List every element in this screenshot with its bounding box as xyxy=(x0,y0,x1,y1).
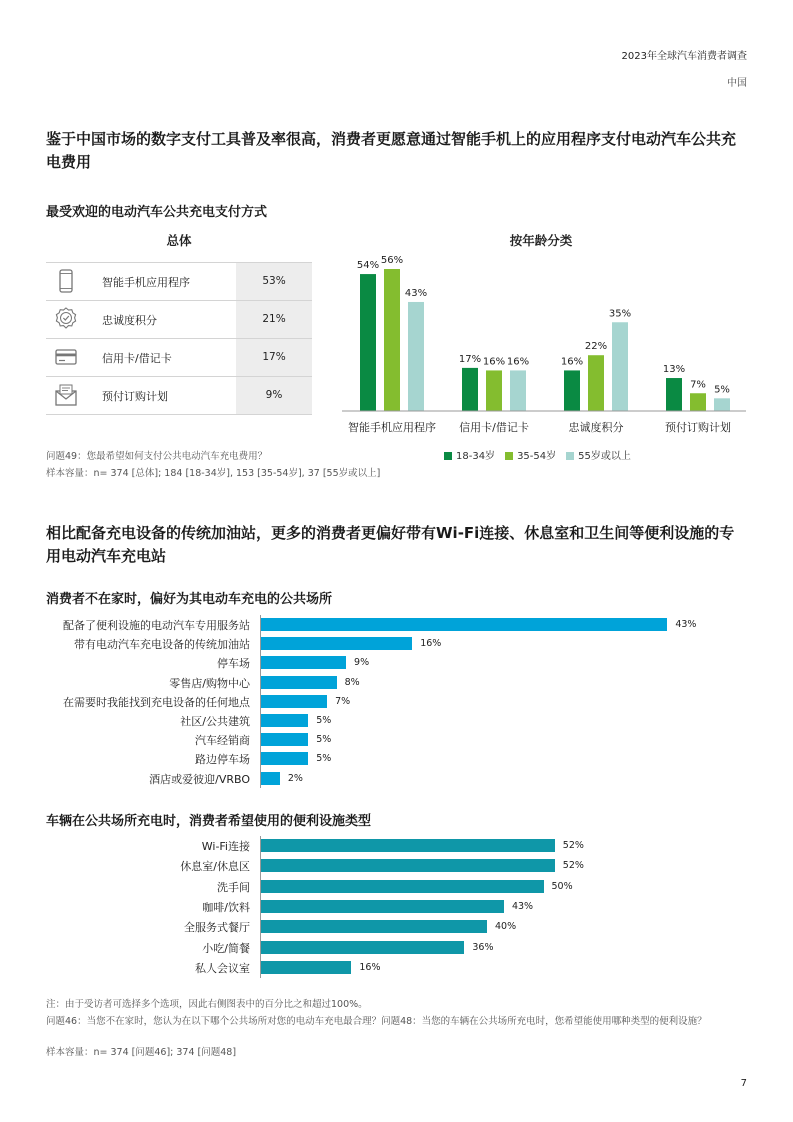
overall-value: 53% xyxy=(236,263,312,300)
age-title: 按年龄分类 xyxy=(509,233,573,248)
report-title: 2023年全球汽车消费者调查 xyxy=(621,51,747,62)
overall-value: 9% xyxy=(236,377,312,414)
bar xyxy=(261,733,308,746)
bar-row xyxy=(0,938,793,957)
bar xyxy=(261,772,280,785)
age-bar-value-label: 54% xyxy=(356,260,380,272)
region-label: 中国 xyxy=(727,78,747,89)
bar-row xyxy=(0,769,793,788)
bar xyxy=(261,714,308,727)
public-place-chart-title: 消费者不在家时，偏好为其电动车充电的公共场所 xyxy=(46,592,333,607)
bar-value-label: 50% xyxy=(551,880,573,892)
bar xyxy=(261,695,327,708)
bar-row xyxy=(0,958,793,977)
bar-row xyxy=(0,836,793,855)
age-bar-value-label: 56% xyxy=(380,255,404,266)
bar-row xyxy=(0,653,793,672)
bar-category-label: 小吃/简餐 xyxy=(202,941,250,955)
bar-category-label: 汽车经销商 xyxy=(195,734,250,748)
sample-size-note-2: 样本容量：n= 374 [问题46]; 374 [问题48] xyxy=(46,1047,237,1058)
age-bar-value-label: 43% xyxy=(404,287,428,299)
bar-category-label: 社区/公共建筑 xyxy=(180,715,250,728)
multiple-choice-note: 注：由于受访者可选择多个选项，因此右侧图表中的百分比之和超过100%。 xyxy=(46,999,368,1010)
bar-value-label: 2% xyxy=(287,772,303,784)
overall-value: 17% xyxy=(236,339,312,376)
age-bar-value-label: 16% xyxy=(506,356,530,368)
age-bar-value-label: 35% xyxy=(608,308,632,320)
bar xyxy=(261,676,337,689)
bar-category-label: 在需要时我能找到充电设备的任何地点 xyxy=(63,695,250,709)
age-bar-value-label: 16% xyxy=(560,356,584,368)
age-bar xyxy=(564,370,580,411)
bar xyxy=(261,839,555,852)
bar-category-label: 全服务式餐厅 xyxy=(184,921,250,935)
bar-value-label: 52% xyxy=(562,840,584,851)
age-bar xyxy=(486,370,502,411)
overall-value: 21% xyxy=(236,301,312,338)
bar xyxy=(261,900,504,913)
legend-label: 18-34岁 xyxy=(456,451,496,462)
bar xyxy=(261,961,351,974)
age-bar-value-label: 5% xyxy=(714,384,730,396)
envelope-icon xyxy=(54,383,78,407)
bar-row xyxy=(0,897,793,916)
bar-value-label: 5% xyxy=(316,734,332,746)
overall-label: 信用卡/借记卡 xyxy=(102,352,172,365)
bar-value-label: 8% xyxy=(344,676,360,688)
age-bar xyxy=(714,398,730,411)
page-number: 7 xyxy=(740,1078,747,1089)
age-bar xyxy=(666,378,682,411)
overall-row xyxy=(46,262,312,300)
bar-value-label: 43% xyxy=(511,900,534,912)
bar-category-label: 路边停车场 xyxy=(195,753,250,767)
bar-category-label: 停车场 xyxy=(217,657,250,671)
bar xyxy=(261,752,308,765)
section1-heading: 鉴于中国市场的数字支付工具普及率很高，消费者更愿意通过智能手机上的应用程序支付电动汽车公共充电费用 xyxy=(46,130,737,171)
payment-chart-title: 最受欢迎的电动汽车公共充电支付方式 xyxy=(46,205,268,220)
age-bar xyxy=(588,355,604,411)
age-bar xyxy=(612,322,628,411)
sample-size-note: 样本容量：n= 374 [总体]; 184 [18-34岁], 153 [35-54岁], 37 [55岁或以上] xyxy=(46,468,381,479)
overall-title: 总体 xyxy=(166,233,192,248)
bar-category-label: 休息室/休息区 xyxy=(180,860,250,874)
amenities-bar-chart xyxy=(0,836,793,978)
bar-value-label: 7% xyxy=(335,695,351,707)
bar xyxy=(261,920,487,933)
bar-value-label: 52% xyxy=(562,860,584,872)
overall-label: 忠诚度积分 xyxy=(102,314,157,327)
bar xyxy=(261,656,346,669)
bar-row xyxy=(0,673,793,692)
bar-row xyxy=(0,856,793,875)
question49-note: 问题49：您最希望如何支付公共电动汽车充电费用？ xyxy=(46,451,268,462)
legend-label: 35-54岁 xyxy=(517,451,557,462)
bar-row xyxy=(0,711,793,730)
age-bar xyxy=(462,368,478,411)
section2-heading: 相比配备充电设备的传统加油站，更多的消费者更偏好带有Wi-Fi连接、休息室和卫生间等便利设施的专用电动汽车充电站 xyxy=(46,524,735,565)
bar-category-label: 私人会议室 xyxy=(195,961,250,975)
bar-category-label: 洗手间 xyxy=(217,880,250,894)
overall-label: 智能手机应用程序 xyxy=(102,276,190,289)
bar xyxy=(261,941,464,954)
age-bar-value-label: 7% xyxy=(690,379,706,391)
bar-row xyxy=(0,877,793,896)
age-bar-value-label: 13% xyxy=(662,364,686,376)
bar-row xyxy=(0,692,793,711)
age-bar-value-label: 22% xyxy=(584,341,608,353)
age-bar-chart xyxy=(336,250,746,440)
age-bar xyxy=(690,393,706,411)
bar-value-label: 43% xyxy=(675,619,697,630)
bar xyxy=(261,618,667,631)
age-category-label: 信用卡/借记卡 xyxy=(459,421,529,434)
age-bar xyxy=(384,269,400,411)
bar-value-label: 9% xyxy=(354,657,370,669)
public-place-bar-chart xyxy=(0,615,793,790)
bar-value-label: 16% xyxy=(420,638,442,650)
bar-category-label: Wi-Fi连接 xyxy=(201,840,250,853)
credit-card-icon xyxy=(54,345,78,369)
question46-48-note: 问题46：当您不在家时，您认为在以下哪个公共场所对您的电动车充电最合理？问题48：当您的车辆在公共场所充电时，您希望能使用哪种类型的便利设施？ xyxy=(46,1016,707,1027)
bar-row xyxy=(0,917,793,936)
loyalty-badge-icon xyxy=(54,307,78,331)
age-bar xyxy=(510,370,526,411)
bar-category-label: 咖啡/饮料 xyxy=(202,900,250,914)
age-bar-value-label: 17% xyxy=(458,353,482,365)
bar-row xyxy=(0,634,793,653)
overall-row xyxy=(46,338,312,376)
legend-label: 55岁或以上 xyxy=(578,451,631,462)
age-bar xyxy=(360,274,376,411)
bar-value-label: 40% xyxy=(495,921,517,933)
age-category-label: 忠诚度积分 xyxy=(568,421,624,434)
overall-row xyxy=(46,300,312,338)
bar-row xyxy=(0,615,793,634)
amenities-chart-title: 车辆在公共场所充电时，消费者希望使用的便利设施类型 xyxy=(46,814,372,829)
smartphone-icon xyxy=(54,269,78,293)
overall-label: 预付订购计划 xyxy=(102,390,168,403)
bar-row xyxy=(0,730,793,749)
age-category-label: 预付订购计划 xyxy=(665,421,731,434)
bar-value-label: 36% xyxy=(472,941,494,953)
age-bar-value-label: 16% xyxy=(482,356,506,368)
bar-category-label: 带有电动汽车充电设备的传统加油站 xyxy=(74,638,250,652)
bar-category-label: 零售店/购物中心 xyxy=(169,676,250,690)
age-bar xyxy=(408,302,424,411)
bar-value-label: 16% xyxy=(359,961,381,973)
bar xyxy=(261,859,555,872)
bar xyxy=(261,637,412,650)
bar-category-label: 配备了便利设施的电动汽车专用服务站 xyxy=(63,619,250,632)
overall-table xyxy=(46,262,312,415)
bar-row xyxy=(0,749,793,768)
bar-category-label: 酒店或爱彼迎/VRBO xyxy=(149,772,250,786)
overall-row xyxy=(46,376,312,415)
bar xyxy=(261,880,544,893)
age-category-label: 智能手机应用程序 xyxy=(348,421,436,434)
bar-value-label: 5% xyxy=(316,753,332,765)
bar-value-label: 5% xyxy=(316,715,332,726)
